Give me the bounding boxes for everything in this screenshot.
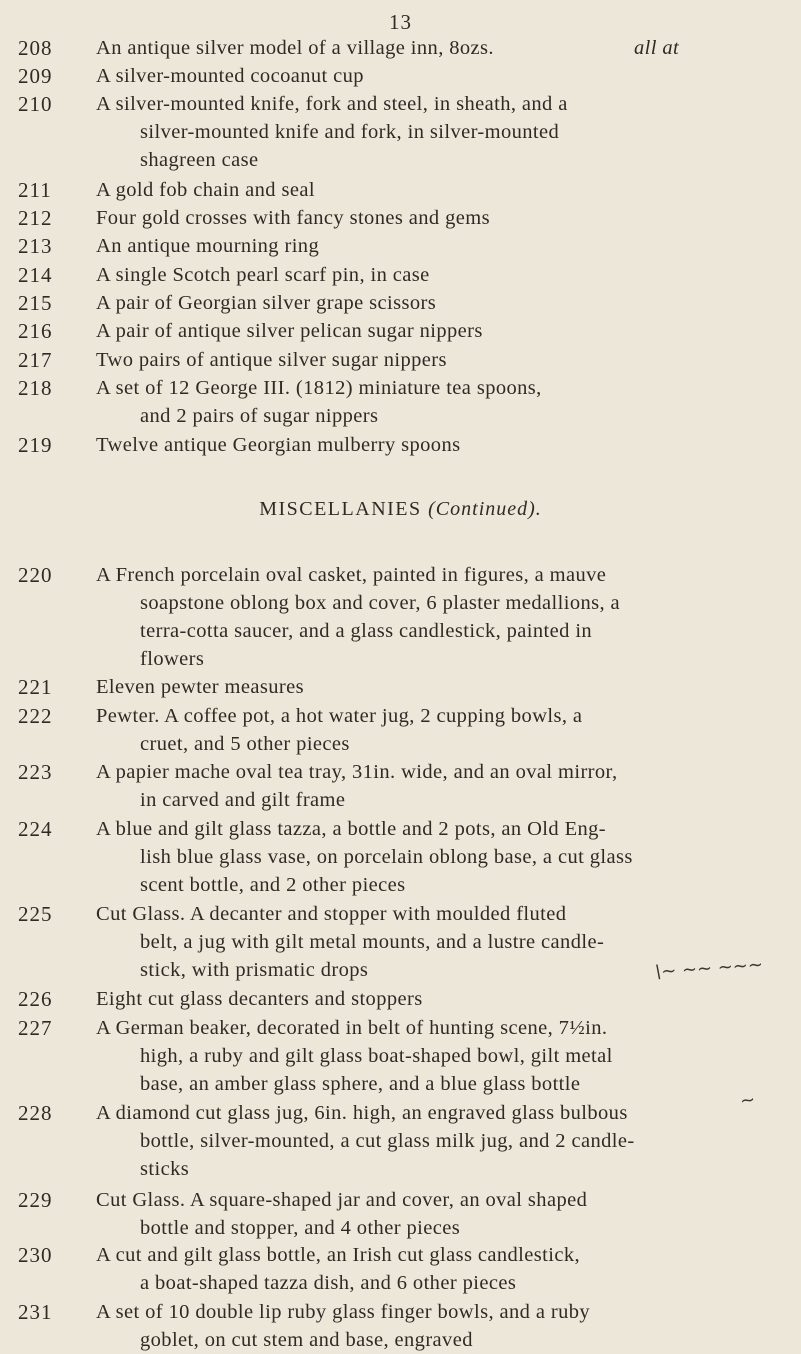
lot-number: 219 [18, 433, 53, 457]
lot-number: 220 [18, 563, 53, 587]
description-line: Cut Glass. A square-shaped jar and cover, an oval shaped [96, 1189, 588, 1211]
description-line: bottle, silver-mounted, a cut glass milk jug, and 2 candle- [140, 1130, 635, 1152]
description-line: goblet, on cut stem and base, engraved [140, 1329, 473, 1351]
lot-description [96, 561, 736, 673]
lot-number: 217 [18, 348, 53, 372]
description-line: Cut Glass. A decanter and stopper with moulded fluted [96, 903, 567, 925]
lot-description [96, 815, 736, 899]
lot-number: 215 [18, 291, 53, 315]
lot-number: 214 [18, 263, 53, 287]
description-line: A pair of antique silver pelican sugar nippers [96, 320, 483, 342]
lot-number: 231 [18, 1300, 53, 1324]
description-line: belt, a jug with gilt metal mounts, and a lustre candle- [140, 931, 605, 953]
description-line: shagreen case [140, 149, 259, 171]
description-line: flowers [140, 648, 205, 670]
lot-description [96, 346, 736, 374]
lot-description [96, 431, 736, 459]
description-line: in carved and gilt frame [140, 789, 346, 811]
lot-number: 228 [18, 1101, 53, 1125]
lot-description [96, 374, 736, 430]
lot-description [96, 900, 736, 984]
lot-description [96, 1186, 736, 1242]
description-line: bottle and stopper, and 4 other pieces [140, 1217, 461, 1239]
lot-description [96, 673, 736, 701]
lot-number: 222 [18, 704, 53, 728]
description-line: A pair of Georgian silver grape scissors [96, 292, 437, 314]
description-line: A silver-mounted knife, fork and steel, in sheath, and a [96, 93, 568, 115]
section-heading-subtitle: (Continued). [428, 498, 542, 520]
lot-description [96, 204, 736, 232]
handwritten-annotation: \~ ~~ ~~~ [654, 954, 764, 983]
description-line: Pewter. A coffee pot, a hot water jug, 2 cupping bowls, a [96, 705, 583, 727]
lot-trailing-note: all at [633, 37, 680, 59]
description-line: a boat-shaped tazza dish, and 6 other pieces [140, 1272, 517, 1294]
lot-number: 221 [18, 675, 53, 699]
lot-description [96, 702, 736, 758]
description-line: silver-mounted knife and fork, in silver-mounted [140, 121, 560, 143]
lot-description [96, 1241, 736, 1297]
lot-description [96, 317, 736, 345]
description-line: A silver-mounted cocoanut cup [96, 65, 364, 87]
lot-number: 224 [18, 817, 53, 841]
lot-description [96, 1014, 736, 1098]
description-line: scent bottle, and 2 other pieces [140, 874, 406, 896]
description-line: and 2 pairs of sugar nippers [140, 405, 379, 427]
description-line: terra-cotta saucer, and a glass candlestick, painted in [140, 620, 593, 642]
lot-description [96, 261, 736, 289]
lot-description [96, 176, 736, 204]
lot-number: 225 [18, 902, 53, 926]
description-line: A diamond cut glass jug, 6in. high, an engraved glass bulbous [96, 1102, 628, 1124]
lot-number: 213 [18, 234, 53, 258]
lot-description [96, 758, 736, 814]
lot-number: 229 [18, 1188, 53, 1212]
lot-number: 230 [18, 1243, 53, 1267]
lot-description [96, 90, 736, 174]
description-line: A French porcelain oval casket, painted in figures, a mauve [96, 564, 607, 586]
lot-description [96, 985, 736, 1013]
lot-number: 227 [18, 1016, 53, 1040]
description-line: Two pairs of antique silver sugar nippers [96, 349, 447, 371]
description-line: A German beaker, decorated in belt of hunting scene, 7½in. [96, 1017, 608, 1039]
handwritten-annotation: ~ [738, 1089, 757, 1112]
lot-number: 218 [18, 376, 53, 400]
lot-number: 211 [18, 178, 52, 202]
description-line: A set of 12 George III. (1812) miniature tea spoons, [96, 377, 542, 399]
lot-description [96, 34, 736, 62]
description-line: high, a ruby and gilt glass boat-shaped bowl, gilt metal [140, 1045, 613, 1067]
description-line: A set of 10 double lip ruby glass finger bowls, and a ruby [96, 1301, 591, 1323]
description-line: lish blue glass vase, on porcelain oblong base, a cut glass [140, 846, 633, 868]
description-line: Eleven pewter measures [96, 676, 305, 698]
lot-description [96, 1099, 736, 1183]
page-number: 13 [389, 10, 412, 34]
lot-number: 209 [18, 64, 53, 88]
lot-description [96, 289, 736, 317]
description-line: base, an amber glass sphere, and a blue glass bottle [140, 1073, 581, 1095]
lot-number: 212 [18, 206, 53, 230]
description-line: soapstone oblong box and cover, 6 plaster medallions, a [140, 592, 621, 614]
description-line: Twelve antique Georgian mulberry spoons [96, 434, 461, 456]
lot-number: 208 [18, 36, 53, 60]
lot-description [96, 1298, 736, 1354]
description-line: A single Scotch pearl scarf pin, in case [96, 264, 430, 286]
description-line: stick, with prismatic drops [140, 959, 369, 981]
description-line: A blue and gilt glass tazza, a bottle and 2 pots, an Old Eng- [96, 818, 607, 840]
description-line: Eight cut glass decanters and stoppers [96, 988, 423, 1010]
description-line: cruet, and 5 other pieces [140, 733, 350, 755]
section-heading-title: MISCELLANIES [259, 498, 422, 520]
description-line: An antique silver model of a village inn, 8ozs. all at [96, 37, 680, 59]
lot-description [96, 62, 736, 90]
lot-number: 223 [18, 760, 53, 784]
description-line: A papier mache oval tea tray, 31in. wide, and an oval mirror, [96, 761, 618, 783]
description-line: Four gold crosses with fancy stones and gems [96, 207, 490, 229]
description-line: A gold fob chain and seal [96, 179, 315, 201]
description-line: sticks [140, 1158, 190, 1180]
description-line: An antique mourning ring [96, 235, 320, 257]
lot-number: 226 [18, 987, 53, 1011]
lot-number: 210 [18, 92, 53, 116]
description-line: A cut and gilt glass bottle, an Irish cut glass candlestick, [96, 1244, 581, 1266]
lot-number: 216 [18, 319, 53, 343]
section-heading [0, 498, 801, 521]
lot-description [96, 232, 736, 260]
